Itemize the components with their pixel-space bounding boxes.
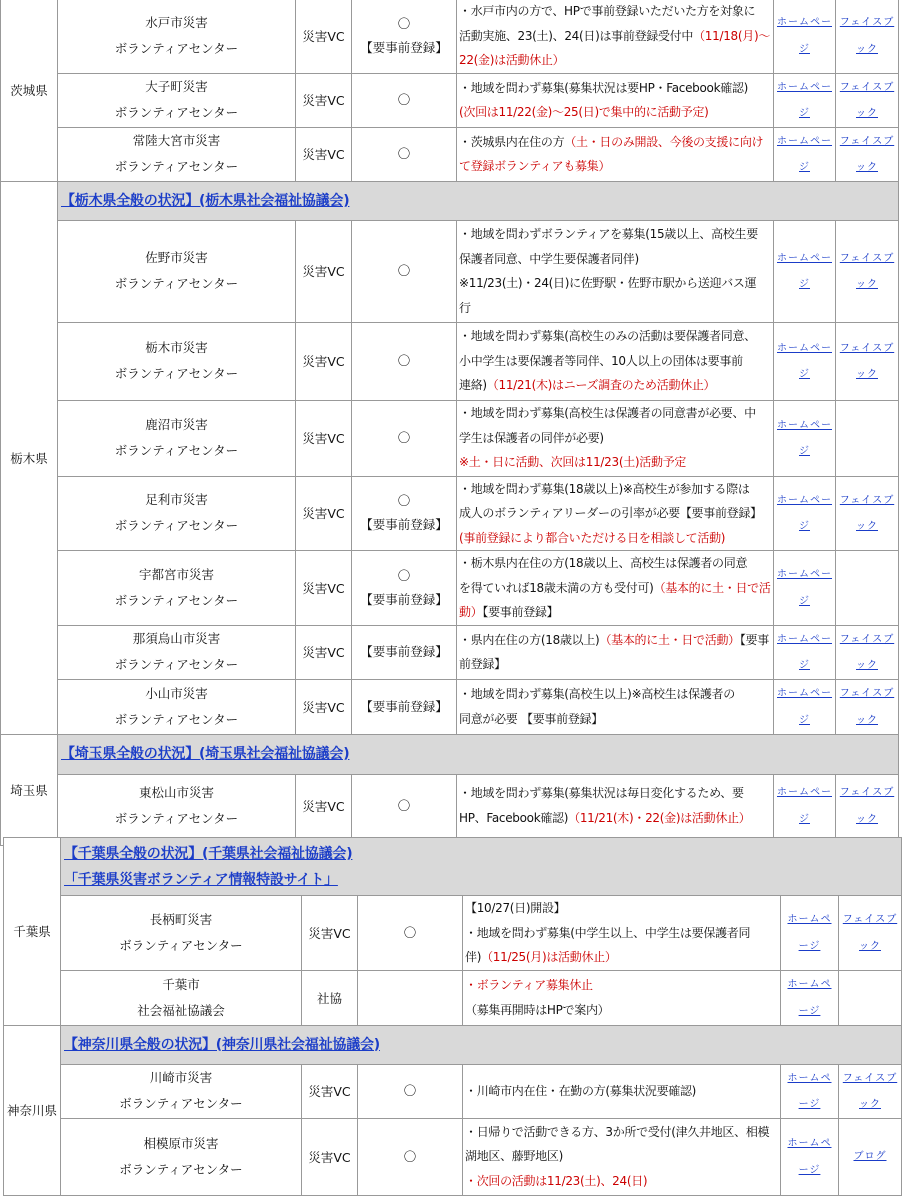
section-header bbox=[58, 734, 899, 774]
center-type: 災害VC bbox=[296, 774, 352, 837]
description-cell: ・栃木県内在住の方(18歳以上、高校生は保護者の同意 を得ていれば18歳未満の方も受付可)（基本的に土・日で活動）【要事前登録】 bbox=[457, 551, 774, 626]
facebook-link-cell bbox=[836, 774, 899, 837]
registration-cell: 〇 bbox=[352, 400, 457, 476]
table-row bbox=[1, 127, 899, 181]
description-cell: ・地域を問わず募集(18歳以上)※高校生が参加する際は 成人のボランティアリーダーの引率が必要【要事前登録】 (事前登録により都合いただける日を相談して活動) bbox=[457, 476, 774, 551]
facebook-link-cell bbox=[836, 0, 899, 73]
table-row bbox=[4, 896, 902, 971]
center-name: 千葉市 社会福祉協議会 bbox=[61, 970, 302, 1025]
homepage-link-cell bbox=[774, 679, 836, 734]
homepage-link-cell bbox=[774, 476, 836, 551]
homepage-link-cell bbox=[781, 970, 839, 1025]
homepage-link-cell bbox=[774, 625, 836, 679]
table-row bbox=[4, 1064, 902, 1118]
registration-cell: 〇 【要事前登録】 bbox=[352, 551, 457, 626]
center-name: 相模原市災害 ボランティアセンター bbox=[61, 1118, 302, 1195]
description-cell: ・川崎市内在住・在勤の方(募集状況要確認) bbox=[463, 1064, 781, 1118]
facebook-link[interactable]: フェイスブック bbox=[839, 342, 895, 380]
prefecture-cell: 埼玉県 bbox=[1, 734, 58, 845]
center-type: 社協 bbox=[302, 970, 358, 1025]
facebook-link[interactable]: フェイスブック bbox=[839, 688, 895, 726]
homepage-link-cell bbox=[781, 896, 839, 971]
homepage-link-cell bbox=[774, 0, 836, 73]
center-type: 災害VC bbox=[296, 679, 352, 734]
prefecture-cell: 千葉県 bbox=[4, 838, 61, 1026]
description-cell: ・地域を問わず募集(高校生のみの活動は要保護者同意、 小中学生は要保護者等同伴、10人以上の団体は要事前 連絡)（11/21(木)はニーズ調査のため活動休止） bbox=[457, 322, 774, 400]
homepage-link-cell bbox=[774, 73, 836, 127]
homepage-link[interactable]: ホームページ bbox=[787, 1138, 832, 1176]
description-cell: ・日帰りで活動できる方、3か所で受付(津久井地区、相模 湖地区、藤野地区) ・次回の活動は11/23(土)、24(日) bbox=[463, 1118, 781, 1195]
table-row bbox=[1, 73, 899, 127]
registration-cell: 【要事前登録】 bbox=[352, 679, 457, 734]
facebook-link-cell bbox=[839, 896, 902, 971]
facebook-link-cell bbox=[836, 322, 899, 400]
homepage-link-cell bbox=[774, 774, 836, 837]
center-name: 常陸大宮市災害 ボランティアセンター bbox=[58, 127, 296, 181]
homepage-link-cell bbox=[774, 322, 836, 400]
homepage-link-cell bbox=[781, 1064, 839, 1118]
prefecture-cell: 茨城県 bbox=[1, 0, 58, 181]
homepage-link[interactable]: ホームページ bbox=[787, 979, 832, 1017]
prefecture-status-link[interactable]: 【栃木県全般の状況】(栃木県社会福祉協議会) bbox=[61, 192, 350, 209]
table-row bbox=[4, 1118, 902, 1195]
center-type: 災害VC bbox=[296, 476, 352, 551]
blog-link-cell bbox=[839, 1118, 902, 1195]
center-name: 宇都宮市災害 ボランティアセンター bbox=[58, 551, 296, 626]
center-type: 災害VC bbox=[302, 896, 358, 971]
registration-cell: 〇 bbox=[352, 220, 457, 322]
homepage-link[interactable]: ホームページ bbox=[777, 419, 832, 457]
homepage-link[interactable]: ホームページ bbox=[777, 633, 832, 671]
description-cell: ・県内在住の方(18歳以上)（基本的に土・日で活動）【要事前登録】 bbox=[457, 625, 774, 679]
facebook-link[interactable]: フェイスブック bbox=[839, 135, 895, 173]
center-type: 災害VC bbox=[302, 1118, 358, 1195]
facebook-link-cell bbox=[836, 127, 899, 181]
table-row bbox=[1, 551, 899, 626]
center-type: 災害VC bbox=[296, 322, 352, 400]
homepage-link-cell bbox=[774, 127, 836, 181]
registration-cell: 〇 【要事前登録】 bbox=[352, 0, 457, 73]
facebook-link-cell bbox=[839, 1064, 902, 1118]
description-cell: ・ボランティア募集休止 （募集再開時はHPで案内） bbox=[463, 970, 781, 1025]
center-name: 大子町災害 ボランティアセンター bbox=[58, 73, 296, 127]
facebook-link[interactable]: フェイスブック bbox=[839, 17, 895, 55]
facebook-link[interactable]: フェイスブック bbox=[842, 1072, 898, 1110]
homepage-link-cell bbox=[774, 400, 836, 476]
homepage-link[interactable]: ホームページ bbox=[777, 787, 832, 825]
center-type: 災害VC bbox=[296, 220, 352, 322]
registration-cell: 〇 bbox=[358, 1064, 463, 1118]
blog-link[interactable]: ブログ bbox=[853, 1151, 887, 1163]
homepage-link-cell bbox=[781, 1118, 839, 1195]
homepage-link-cell bbox=[774, 551, 836, 626]
registration-cell: 〇 bbox=[352, 322, 457, 400]
registration-cell: 〇 bbox=[358, 1118, 463, 1195]
registration-cell: 〇 【要事前登録】 bbox=[352, 476, 457, 551]
section-header bbox=[61, 1025, 902, 1064]
section-header-row bbox=[1, 181, 899, 220]
center-name: 長柄町災害 ボランティアセンター bbox=[61, 896, 302, 971]
facebook-link-cell bbox=[836, 625, 899, 679]
table-row bbox=[1, 625, 899, 679]
facebook-link-cell bbox=[836, 476, 899, 551]
homepage-link[interactable]: ホームページ bbox=[777, 252, 832, 290]
center-name: 那須烏山市災害 ボランティアセンター bbox=[58, 625, 296, 679]
table-row bbox=[4, 970, 902, 1025]
center-type: 災害VC bbox=[296, 0, 352, 73]
facebook-link-cell bbox=[836, 400, 899, 476]
homepage-link[interactable]: ホームページ bbox=[777, 17, 832, 55]
center-name: 川崎市災害 ボランティアセンター bbox=[61, 1064, 302, 1118]
homepage-link-cell bbox=[774, 220, 836, 322]
prefecture-cell: 神奈川県 bbox=[4, 1025, 61, 1195]
table-row bbox=[1, 679, 899, 734]
facebook-link[interactable]: フェイスブック bbox=[839, 252, 895, 290]
description-cell: ・地域を問わず募集(募集状況は要HP・Facebook確認) (次回は11/22(金)～25(日)で集中的に活動予定) bbox=[457, 73, 774, 127]
description-cell: ・茨城県内在住の方（土・日のみ開設、今後の支援に向けて登録ボランティアも募集） bbox=[457, 127, 774, 181]
prefecture-status-link[interactable]: 【千葉県全般の状況】(千葉県社会福祉協議会) bbox=[64, 845, 353, 862]
description-cell: ・地域を問わず募集(高校生以上)※高校生は保護者の 同意が必要 【要事前登録】 bbox=[457, 679, 774, 734]
center-name: 鹿沼市災害 ボランティアセンター bbox=[58, 400, 296, 476]
section-header-row bbox=[4, 1025, 902, 1064]
facebook-link-cell bbox=[836, 551, 899, 626]
facebook-link-cell bbox=[839, 970, 902, 1025]
prefecture-status-link[interactable]: 【埼玉県全般の状況】(埼玉県社会福祉協議会) bbox=[61, 746, 350, 762]
center-type: 災害VC bbox=[296, 625, 352, 679]
registration-cell: 〇 bbox=[352, 127, 457, 181]
section-header bbox=[58, 181, 899, 220]
homepage-link[interactable]: ホームページ bbox=[777, 81, 832, 119]
section-header bbox=[61, 838, 902, 896]
description-cell: 【10/27(日)開設】 ・地域を問わず募集(中学生以上、中学生は要保護者同 伴)（11/25(月)は活動休止） bbox=[463, 896, 781, 971]
center-name: 水戸市災害 ボランティアセンター bbox=[58, 0, 296, 73]
description-cell: ・水戸市内の方で、HPで事前登録いただいた方を対象に 活動実施、23(土)、24(日)は事前登録受付中（11/18(月)～22(金)は活動休止） bbox=[457, 0, 774, 73]
table-row bbox=[1, 322, 899, 400]
registration-cell bbox=[358, 970, 463, 1025]
table-row bbox=[1, 476, 899, 551]
facebook-link[interactable]: フェイスブック bbox=[842, 914, 898, 952]
section-header-row bbox=[1, 734, 899, 774]
description-cell: ・地域を問わず募集(高校生は保護者の同意書が必要、中 学生は保護者の同伴が必要) ※土・日に活動、次回は11/23(土)活動予定 bbox=[457, 400, 774, 476]
center-name: 栃木市災害 ボランティアセンター bbox=[58, 322, 296, 400]
homepage-link[interactable]: ホームページ bbox=[777, 342, 832, 380]
center-type: 災害VC bbox=[296, 73, 352, 127]
prefecture-cell: 栃木県 bbox=[1, 181, 58, 734]
prefecture-status-link[interactable]: 【神奈川県全般の状況】(神奈川県社会福祉協議会) bbox=[64, 1036, 380, 1053]
table-row bbox=[1, 0, 899, 73]
homepage-link[interactable]: ホームページ bbox=[777, 494, 832, 533]
table-row bbox=[1, 400, 899, 476]
description-cell: ・地域を問わずボランティアを募集(15歳以上、高校生要 保護者同意、中学生要保護者同伴) ※11/23(土)・24(日)に佐野駅・佐野市駅から送迎バス運 行 bbox=[457, 220, 774, 322]
center-name: 小山市災害 ボランティアセンター bbox=[58, 679, 296, 734]
facebook-link[interactable]: フェイスブック bbox=[839, 81, 895, 119]
special-site-link[interactable]: 「千葉県災害ボランティア情報特設サイト」 bbox=[64, 871, 338, 888]
facebook-link[interactable]: フェイスブック bbox=[839, 494, 895, 533]
registration-cell: 〇 bbox=[352, 774, 457, 837]
homepage-link[interactable]: ホームページ bbox=[787, 914, 832, 952]
section-header-row bbox=[4, 838, 902, 896]
center-name: 佐野市災害 ボランティアセンター bbox=[58, 220, 296, 322]
center-type: 災害VC bbox=[296, 551, 352, 626]
center-name: 東松山市災害 ボランティアセンター bbox=[58, 774, 296, 837]
table-row bbox=[1, 774, 899, 837]
center-name: 足利市災害 ボランティアセンター bbox=[58, 476, 296, 551]
table-row bbox=[1, 220, 899, 322]
registration-cell: 【要事前登録】 bbox=[352, 625, 457, 679]
facebook-link[interactable]: フェイスブック bbox=[839, 787, 895, 825]
center-type: 災害VC bbox=[296, 400, 352, 476]
facebook-link-cell bbox=[836, 220, 899, 322]
homepage-link[interactable]: ホームページ bbox=[777, 688, 832, 726]
registration-cell: 〇 bbox=[352, 73, 457, 127]
center-type: 災害VC bbox=[302, 1064, 358, 1118]
homepage-link[interactable]: ホームページ bbox=[777, 135, 832, 173]
description-cell: ・地域を問わず募集(募集状況は毎日変化するため、要 HP、Facebook確認)（11/21(木)・22(金)は活動休止） bbox=[457, 774, 774, 837]
facebook-link-cell bbox=[836, 679, 899, 734]
center-type: 災害VC bbox=[296, 127, 352, 181]
registration-cell: 〇 bbox=[358, 896, 463, 971]
facebook-link-cell bbox=[836, 73, 899, 127]
homepage-link[interactable]: ホームページ bbox=[777, 569, 832, 607]
volunteer-table-lower bbox=[3, 837, 902, 1196]
homepage-link[interactable]: ホームページ bbox=[787, 1072, 832, 1110]
facebook-link[interactable]: フェイスブック bbox=[839, 633, 895, 671]
